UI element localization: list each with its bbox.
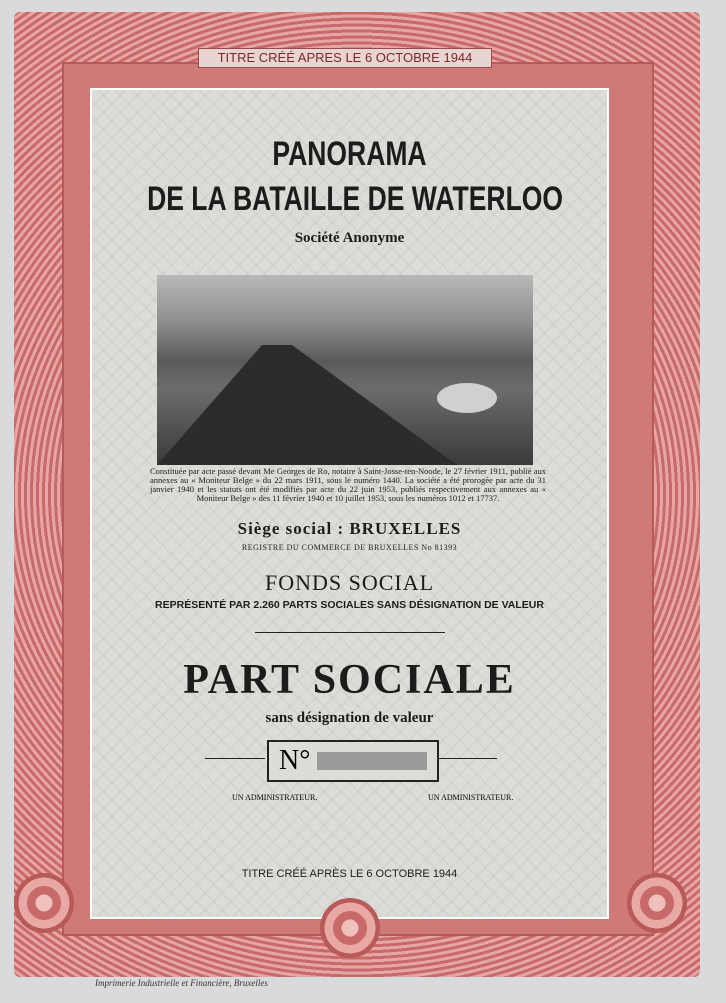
registre: REGISTRE DU COMMERCE DE BRUXELLES No 81393 [241, 543, 458, 552]
bottom-text: TITRE CRÉÉ APRÈS LE 6 OCTOBRE 1944 [241, 868, 458, 880]
siege-social: Siège social : BRUXELLES [237, 519, 462, 538]
sans-designation: sans désignation de valeur [265, 710, 434, 726]
top-banner: TITRE CRÉÉ APRES LE 6 OCTOBRE 1944 [198, 48, 492, 68]
fonds-social: FONDS SOCIAL [264, 570, 435, 595]
title-line2: DE LA BATAILLE DE WATERLOO [147, 180, 564, 218]
rosette-ornament [627, 873, 687, 933]
number-field [317, 752, 427, 770]
ornament-line [205, 758, 265, 759]
number-box [267, 740, 439, 782]
ornament-line [437, 758, 497, 759]
number-label: N° [279, 745, 311, 776]
represente: REPRÉSENTÉ PAR 2.260 PARTS SOCIALES SANS DÉSIGNATION DE VALEUR [155, 599, 544, 611]
printer-credit: Imprimerie Industrielle et Financière, Bruxelles [95, 978, 268, 988]
panorama-photo [157, 275, 533, 465]
signature-left: UN ADMINISTRATEUR. [232, 793, 318, 802]
rosette-ornament [320, 898, 380, 958]
signature-right: UN ADMINISTRATEUR. [428, 793, 514, 802]
rosette-ornament [14, 873, 74, 933]
company-type: Société Anonyme [294, 230, 405, 246]
divider [255, 632, 445, 633]
title-line1: PANORAMA [272, 135, 427, 173]
legal-text: Constituée par acte passé devant Me Georges de Ro, notaire à Saint-Josse-ten-Noode, le 27 février 1911, publié aux annexes au « Moniteur Belge » du 22 mars 1911, sous le numéro 1440. La société a été prorogée par acte du 31 janvier 1940 et les statuts ont été modifiés par acte du 22 juin 1953, publiés respectivement aux annexes au « Moniteur Belge » des 11 février 1940 et 10 juillet 1953, sous les numéros 1012 et 17737. [150, 466, 546, 503]
part-sociale: PART SOCIALE [183, 657, 516, 703]
